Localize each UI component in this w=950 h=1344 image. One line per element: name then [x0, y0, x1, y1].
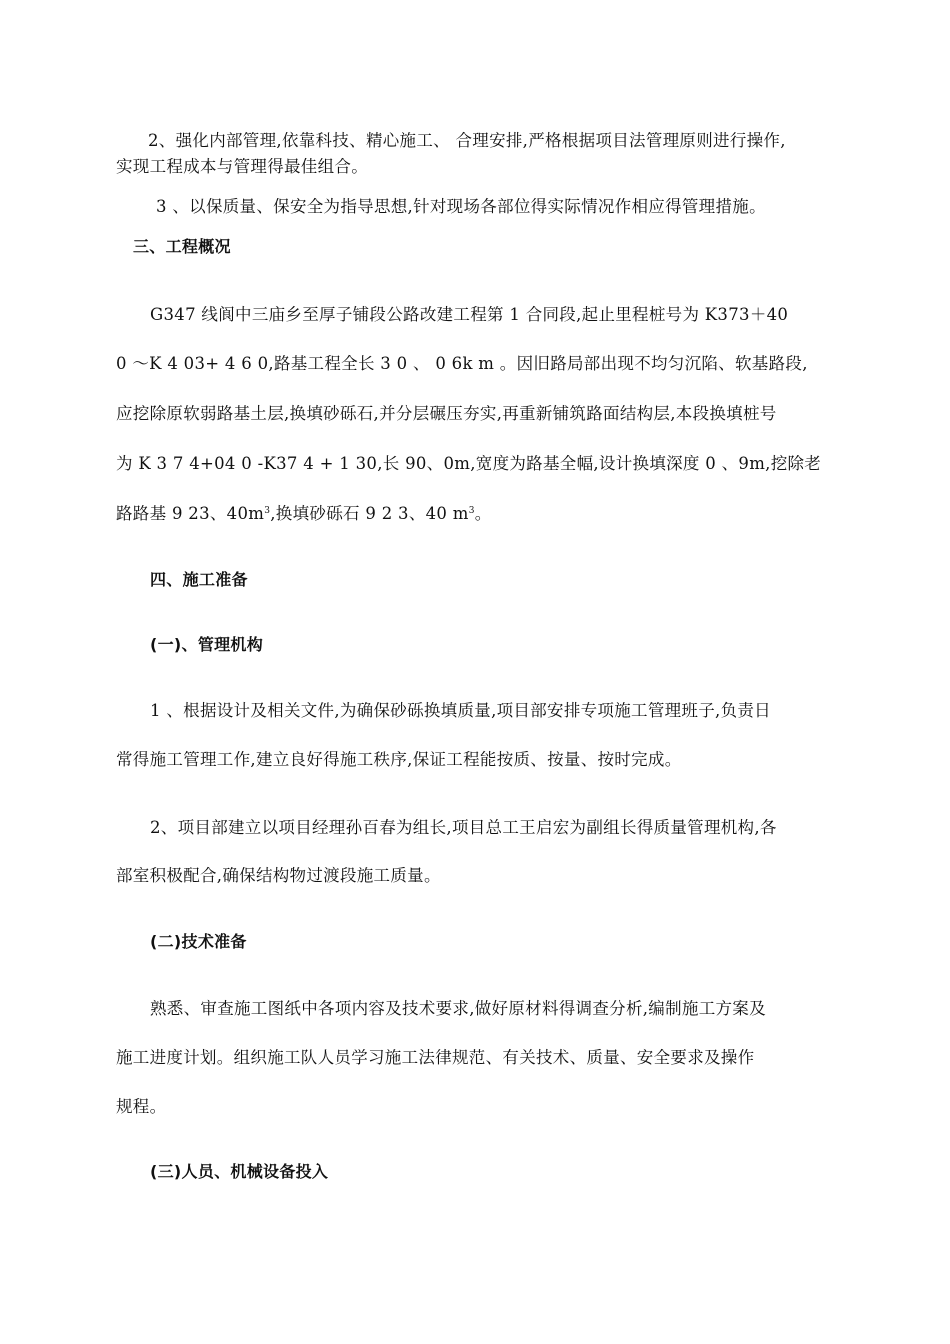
paragraph-management-2-line-1: 2、项目部建立以项目经理孙百春为组长,项目总工王启宏为副组长得质量管理机构,各 — [150, 818, 777, 837]
volume-text-b: ,换填砂砾石 9 2 3、40 m — [270, 504, 469, 523]
paragraph-overview-line-1: G347 线阆中三庙乡至厚子铺段公路改建工程第 1 合同段,起止里程桩号为 K373＋40 — [150, 305, 789, 324]
heading-technical: (二)技术准备 — [150, 932, 247, 951]
volume-text-a: 路路基 9 23、40m — [116, 504, 265, 523]
heading-preparation: 四、施工准备 — [150, 570, 248, 589]
paragraph-technical-line-2: 施工进度计划。组织施工队人员学习施工法律规范、有关技术、质量、安全要求及操作 — [116, 1048, 755, 1067]
paragraph-management-2-line-2: 部室积极配合,确保结构物过渡段施工质量。 — [116, 866, 441, 885]
superscript-cubic-2: 3 — [468, 506, 475, 516]
paragraph-technical-line-3: 规程。 — [116, 1097, 167, 1116]
paragraph-overview-line-4: 为 K 3 7 4+04 0 -K37 4 + 1 30,长 90、0m,宽度为路基全幅,设计换填深度 0 、9m,挖除老 — [116, 454, 822, 473]
superscript-cubic-1: 3 — [264, 506, 271, 516]
heading-staff-equipment: (三)人员、机械设备投入 — [150, 1162, 329, 1181]
paragraph-strengthen-line-2: 实现工程成本与管理得最佳组合。 — [116, 157, 368, 176]
volume-text-c: 。 — [474, 504, 492, 523]
paragraph-management-1-line-2: 常得施工管理工作,建立良好得施工秩序,保证工程能按质、按量、按时完成。 — [116, 750, 682, 769]
paragraph-overview-line-2: 0 ～K 4 03+ 4 6 0,路基工程全长 3 0 、 0 6k m 。因旧路局部出现不均匀沉陷、软基路段, — [116, 354, 808, 373]
paragraph-overview-line-5 — [116, 500, 492, 524]
heading-overview: 三、工程概况 — [133, 237, 231, 256]
paragraph-quality: 3 、以保质量、保安全为指导思想,针对现场各部位得实际情况作相应得管理措施。 — [156, 197, 766, 216]
heading-management: (一)、管理机构 — [150, 635, 264, 654]
paragraph-strengthen-line-1: 2、强化内部管理,依靠科技、精心施工、 合理安排,严格根据项目法管理原则进行操作, — [148, 131, 786, 150]
paragraph-technical-line-1: 熟悉、审查施工图纸中各项内容及技术要求,做好原材料得调查分析,编制施工方案及 — [150, 999, 766, 1018]
paragraph-overview-line-3: 应挖除原软弱路基土层,换填砂砾石,并分层碾压夯实,再重新铺筑路面结构层,本段换填桩号 — [116, 404, 777, 423]
paragraph-management-1-line-1: 1 、根据设计及相关文件,为确保砂砾换填质量,项目部安排专项施工管理班子,负责日 — [150, 701, 771, 720]
